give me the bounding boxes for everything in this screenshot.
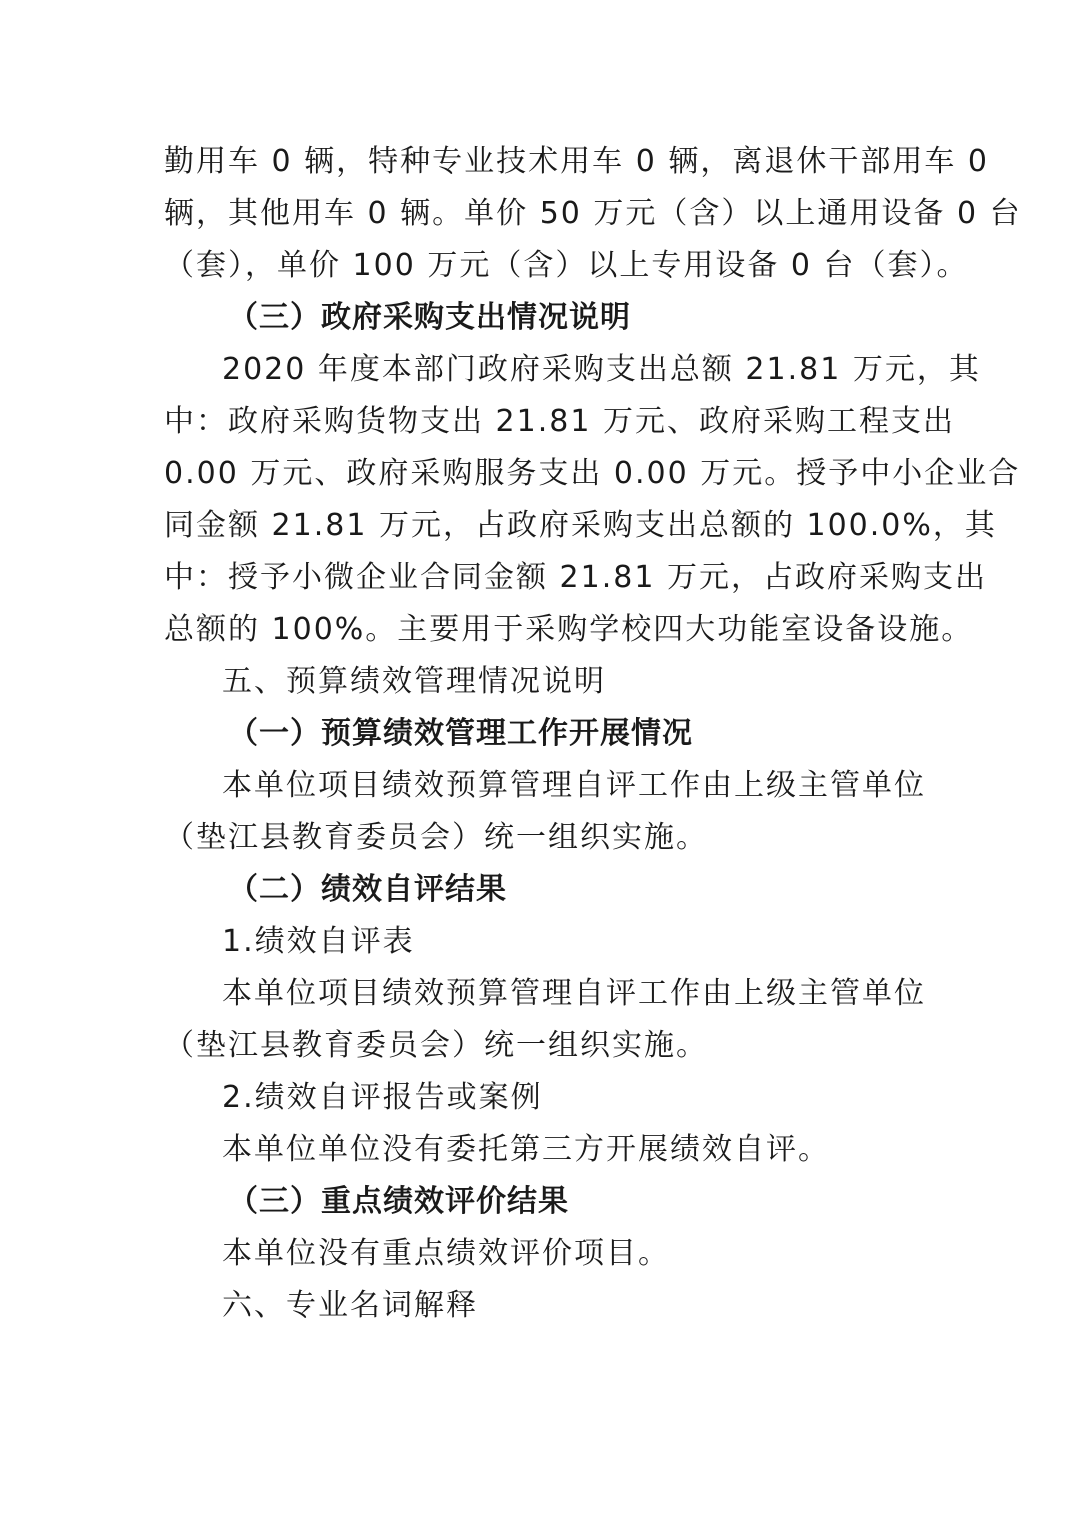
paragraph-line: 0.00 万元、政府采购服务支出 0.00 万元。授予中小企业合 [164,456,1021,491]
paragraph-line: 总额的 100%。主要用于采购学校四大功能室设备设施。 [164,612,974,647]
paragraph-line: 本单位单位没有委托第三方开展绩效自评。 [222,1132,830,1167]
paragraph-line: 中：政府采购货物支出 21.81 万元、政府采购工程支出 [164,404,955,439]
section-heading: 五、预算绩效管理情况说明 [222,664,606,699]
paragraph-line: 2020 年度本部门政府采购支出总额 21.81 万元，其 [222,352,981,387]
section-heading: 六、专业名词解释 [222,1288,478,1323]
subsection-heading: （三）政府采购支出情况说明 [228,300,631,335]
paragraph-line: 本单位项目绩效预算管理自评工作由上级主管单位 [222,768,926,803]
paragraph-line: 同金额 21.81 万元，占政府采购支出总额的 100.0%，其 [164,508,997,543]
item-heading: 1.绩效自评表 [222,924,415,959]
paragraph-line: 本单位项目绩效预算管理自评工作由上级主管单位 [222,976,926,1011]
paragraph-line: 辆，其他用车 0 辆。单价 50 万元（含）以上通用设备 0 台 [164,196,1022,231]
paragraph-line: （垫江县教育委员会）统一组织实施。 [164,1028,708,1063]
subsection-heading: （一）预算绩效管理工作开展情况 [228,716,693,751]
paragraph-line: （垫江县教育委员会）统一组织实施。 [164,820,708,855]
item-heading: 2.绩效自评报告或案例 [222,1080,543,1115]
subsection-heading: （三）重点绩效评价结果 [228,1184,569,1219]
paragraph-line: 中：授予小微企业合同金额 21.81 万元，占政府采购支出 [164,560,987,595]
subsection-heading: （二）绩效自评结果 [228,872,507,907]
paragraph-line: （套），单价 100 万元（含）以上专用设备 0 台（套）。 [164,248,969,283]
paragraph-line: 勤用车 0 辆，特种专业技术用车 0 辆，离退休干部用车 0 [164,144,989,179]
paragraph-line: 本单位没有重点绩效评价项目。 [222,1236,670,1271]
